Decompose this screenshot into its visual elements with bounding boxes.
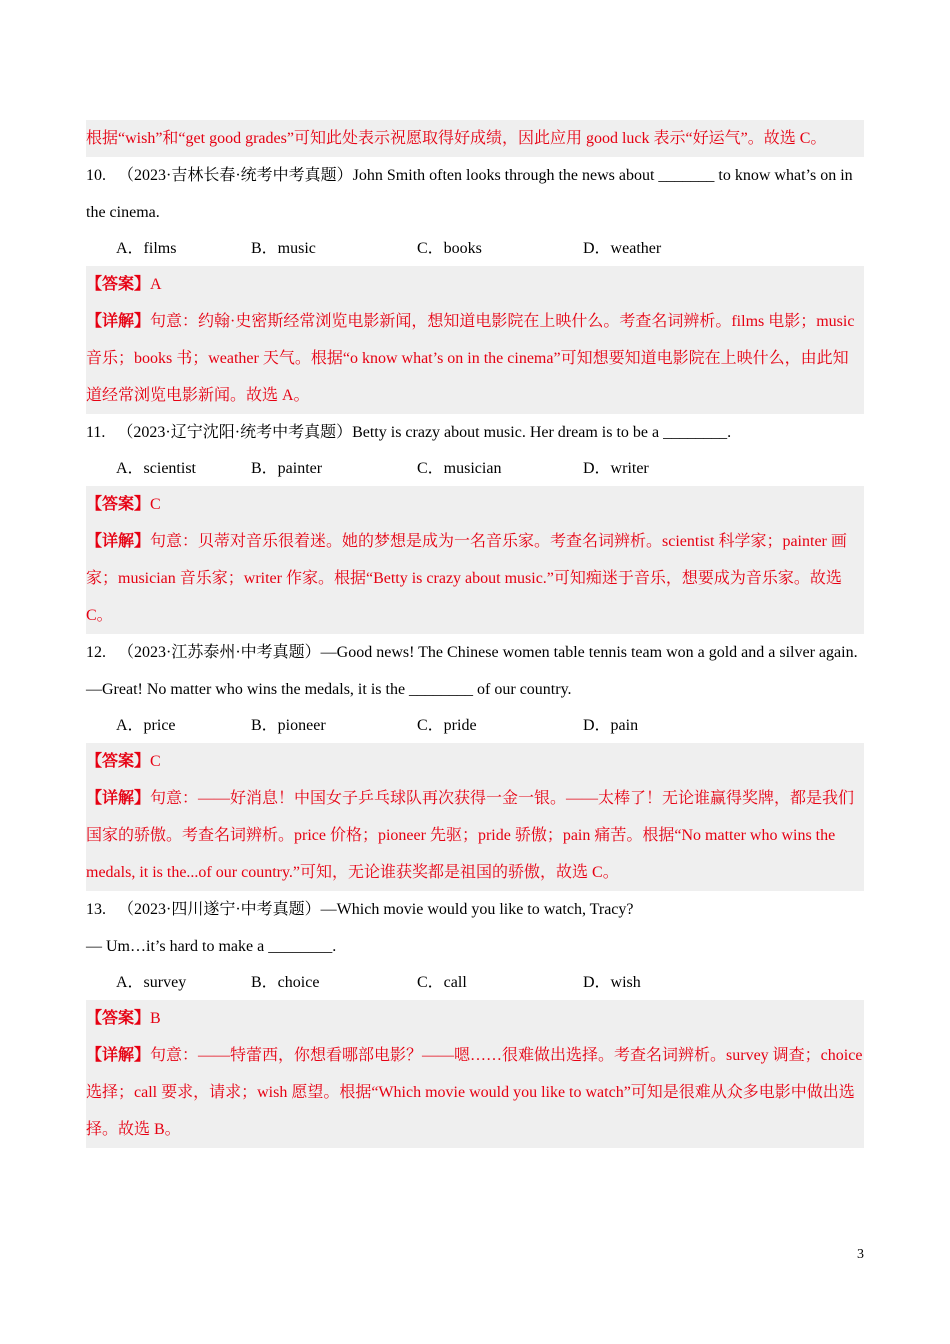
- question-text: —Which movie would you like to watch, Tracy?: [320, 901, 634, 918]
- question-number: 12.: [86, 644, 106, 661]
- question-text: —Good news! The Chinese women table tennis team won a gold and a silver again.: [320, 644, 858, 661]
- previous-explanation-text: 根据“wish”和“get good grades”可知此处表示祝愿取得好成绩，因此应用 good luck 表示“好运气”。故选 C。: [86, 130, 827, 147]
- option-a: A．films: [116, 240, 177, 257]
- detail-line: [86, 780, 864, 891]
- question-stem-reply: — Um…it’s hard to make a ________.: [86, 938, 337, 955]
- answer-block: [86, 743, 864, 891]
- option-a: A．scientist: [116, 460, 196, 477]
- detail-label: 【详解】: [86, 533, 151, 550]
- options-row: [86, 451, 864, 486]
- detail-label: 【详解】: [86, 1047, 151, 1064]
- question-text: John Smith often looks through the news about _______ to know what’s on in the cinema.: [86, 167, 853, 221]
- option-b: B．painter: [251, 460, 323, 477]
- answer-line: [86, 1000, 864, 1037]
- option-b: B．music: [251, 240, 316, 257]
- detail-label: 【详解】: [86, 790, 151, 807]
- option-c: C．books: [417, 240, 482, 257]
- question-source: （2023·吉林长春·统考中考真题）: [118, 167, 353, 184]
- answer-block: [86, 486, 864, 634]
- answer-value: C: [150, 753, 161, 770]
- option-a: A．price: [116, 717, 176, 734]
- answer-label: 【答案】: [86, 496, 151, 513]
- detail-text: 句意：约翰·史密斯经常浏览电影新闻，想知道电影院在上映什么。考查名词辨析。films 电影；music 音乐；books 书；weather 天气。根据“o know what’s on in the cinema”可知想要知道电影院在上映什么，由此知道经常浏览电影新闻。故选 A。: [86, 313, 855, 404]
- option-d: D．weather: [583, 240, 662, 257]
- detail-text: 句意：——好消息！中国女子乒乓球队再次获得一金一银。——太棒了！无论谁赢得奖牌，都是我们国家的骄傲。考查名词辨析。price 价格；pioneer 先驱；pride 骄傲；pain 痛苦。根据“No matter who wins the medals, it is the...of our country.”可知，无论谁获奖都是祖国的骄傲，故选 C。: [86, 790, 855, 881]
- answer-label: 【答案】: [86, 1010, 151, 1027]
- document-page: [86, 120, 864, 1148]
- option-d: D．writer: [583, 460, 649, 477]
- options-row: [86, 965, 864, 1000]
- question-stem: [86, 891, 864, 928]
- options-row: [86, 708, 864, 743]
- option-b: B．pioneer: [251, 717, 326, 734]
- option-c: C．pride: [417, 717, 477, 734]
- options-row: [86, 231, 864, 266]
- question-stem: [86, 634, 864, 671]
- detail-text: 句意：贝蒂对音乐很着迷。她的梦想是成为一名音乐家。考查名词辨析。scientist 科学家；painter 画家；musician 音乐家；writer 作家。根据“Betty is crazy about music.”可知痴迷于音乐，想要成为音乐家。故选 C。: [86, 533, 847, 624]
- question-source: （2023·四川遂宁·中考真题）: [118, 901, 321, 918]
- question-stem-reply: —Great! No matter who wins the medals, it is the ________ of our country.: [86, 681, 572, 698]
- answer-value: C: [150, 496, 161, 513]
- answer-block: [86, 1000, 864, 1148]
- option-a: A．survey: [116, 974, 187, 991]
- option-d: D．pain: [583, 717, 639, 734]
- answer-value: A: [150, 276, 162, 293]
- question-source: （2023·辽宁沈阳·统考中考真题）: [117, 424, 353, 441]
- detail-text: 句意：——特蕾西，你想看哪部电影？——嗯……很难做出选择。考查名词辨析。survey 调查；choice 选择；call 要求，请求；wish 愿望。根据“Which movie would you like to watch”可知是很难从众多电影中做出选择。故选 B。: [86, 1047, 863, 1138]
- answer-line: [86, 486, 864, 523]
- question-number: 13.: [86, 901, 106, 918]
- answer-line: [86, 266, 864, 303]
- detail-label: 【详解】: [86, 313, 151, 330]
- question-number: 10.: [86, 167, 106, 184]
- answer-block: [86, 266, 864, 414]
- detail-line: [86, 1037, 864, 1148]
- page-number: 3: [857, 1247, 864, 1262]
- option-d: D．wish: [583, 974, 641, 991]
- answer-label: 【答案】: [86, 753, 151, 770]
- answer-label: 【答案】: [86, 276, 151, 293]
- question-number: 11.: [86, 424, 106, 441]
- question-source: （2023·江苏泰州·中考真题）: [118, 644, 321, 661]
- question-13: [86, 891, 864, 1148]
- question-10: [86, 157, 864, 414]
- option-c: C．musician: [417, 460, 502, 477]
- detail-line: [86, 523, 864, 634]
- question-11: [86, 414, 864, 634]
- question-stem: [86, 157, 864, 231]
- question-12: [86, 634, 864, 891]
- question-text: Betty is crazy about music. Her dream is to be a ________.: [352, 424, 732, 441]
- detail-line: [86, 303, 864, 414]
- question-stem: [86, 414, 864, 451]
- option-b: B．choice: [251, 974, 320, 991]
- answer-value: B: [150, 1010, 161, 1027]
- option-c: C．call: [417, 974, 467, 991]
- previous-explanation: [86, 120, 864, 157]
- answer-line: [86, 743, 864, 780]
